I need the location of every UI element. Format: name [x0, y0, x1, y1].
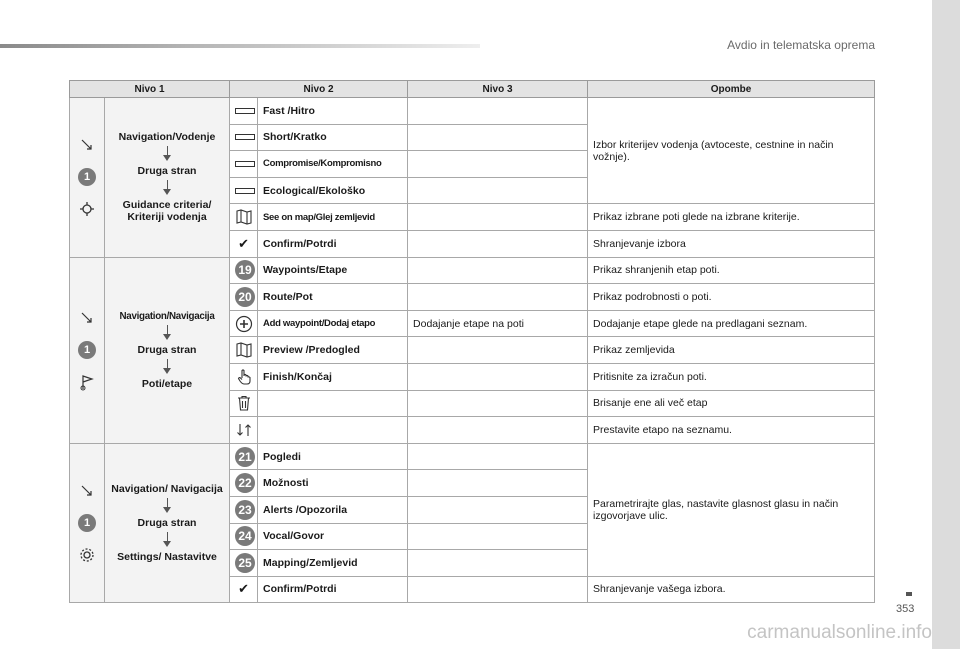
- route-flag-icon: [78, 373, 96, 391]
- level3-cell: [408, 363, 588, 390]
- level3-cell: [408, 337, 588, 364]
- gear-icon: [78, 546, 96, 564]
- note-cell: Prikaz shranjenih etap poti.: [588, 257, 875, 284]
- header-bar: [0, 44, 480, 48]
- option-label: Short/Kratko: [258, 124, 408, 151]
- level3-cell: [408, 496, 588, 523]
- bar-icon: [235, 134, 255, 140]
- option-label: See on map/Glej zemljevid: [258, 204, 408, 231]
- level3-cell: [408, 124, 588, 151]
- note-cell: Parametrirajte glas, nastavite glasnost glasu in način izgovorjave ulic.: [588, 443, 875, 576]
- chapter-title: Avdio in telematska oprema: [727, 38, 875, 52]
- option-label: Route/Pot: [258, 284, 408, 311]
- note-cell: Shranjevanje vašega izbora.: [588, 576, 875, 603]
- column-header: Nivo 3: [408, 81, 588, 98]
- navigation-arrow-icon: [78, 136, 96, 154]
- arrow-down-icon: [163, 368, 171, 374]
- option-icon-cell: [230, 98, 258, 125]
- option-label: Pogledi: [258, 443, 408, 470]
- continue-marker: [906, 592, 912, 596]
- step-badge: 22: [235, 473, 255, 493]
- option-label: Preview /Predogled: [258, 337, 408, 364]
- level3-cell: [408, 523, 588, 550]
- option-label: Finish/Končaj: [258, 363, 408, 390]
- level1-navigation: Navigation/Vodenje Druga stran Guidance criteria/ Kriteriji vodenja: [105, 98, 230, 258]
- bar-icon: [235, 108, 255, 114]
- level1-icons: [70, 257, 105, 443]
- check-icon: ✔: [238, 581, 249, 597]
- step-badge: 23: [235, 500, 255, 520]
- arrow-down-icon: [163, 334, 171, 340]
- table-header-row: [70, 81, 875, 98]
- level3-cell: [408, 443, 588, 470]
- column-header: Opombe: [588, 81, 875, 98]
- step-badge: 19: [235, 260, 255, 280]
- table-row: [70, 257, 875, 284]
- step-number: 1: [78, 168, 96, 186]
- step-badge: 21: [235, 447, 255, 467]
- column-header: Nivo 2: [230, 81, 408, 98]
- level3-cell: [408, 576, 588, 603]
- option-label: [258, 390, 408, 417]
- navigation-arrow-icon: [78, 309, 96, 327]
- level3-cell: [408, 177, 588, 204]
- bar-icon: [235, 188, 255, 194]
- option-label: Add waypoint/Dodaj etapo: [258, 310, 408, 337]
- step-number: 1: [78, 341, 96, 359]
- trash-icon: [235, 394, 253, 412]
- note-cell: Shranjevanje izbora: [588, 230, 875, 257]
- option-label: [258, 417, 408, 444]
- check-icon: ✔: [238, 235, 249, 251]
- table-row: [70, 443, 875, 470]
- note-cell: Pritisnite za izračun poti.: [588, 363, 875, 390]
- note-cell: Brisanje ene ali več etap: [588, 390, 875, 417]
- level3-cell: [408, 257, 588, 284]
- column-header: Nivo 1: [70, 81, 230, 98]
- add-icon: [235, 315, 253, 333]
- option-label: Compromise/Kompromisno: [258, 151, 408, 178]
- note-cell: Izbor kriterijev vodenja (avtoceste, cestnine in način vožnje).: [588, 98, 875, 204]
- navigation-arrow-icon: [78, 482, 96, 500]
- level3-cell: [408, 151, 588, 178]
- option-label: Waypoints/Etape: [258, 257, 408, 284]
- step-badge: 24: [235, 526, 255, 546]
- level3-cell: [408, 390, 588, 417]
- option-label: Confirm/Potrdi: [258, 576, 408, 603]
- level3-cell: [408, 550, 588, 577]
- option-label: Vocal/Govor: [258, 523, 408, 550]
- step-badge: 20: [235, 287, 255, 307]
- note-cell: Prikaz zemljevida: [588, 337, 875, 364]
- level1-icons: [70, 98, 105, 258]
- hand-icon: [235, 368, 253, 386]
- side-margin-bar: [932, 0, 960, 649]
- level3-cell: [408, 204, 588, 231]
- map-icon: [235, 208, 253, 226]
- arrow-down-icon: [163, 507, 171, 513]
- option-label: Ecological/Ekološko: [258, 177, 408, 204]
- level1-navigation: Navigation/ Navigacija Druga stran Settings/ Nastavitve: [105, 443, 230, 603]
- table-row: [70, 98, 875, 125]
- level3-cell: [408, 98, 588, 125]
- option-label: Fast /Hitro: [258, 98, 408, 125]
- note-cell: Prestavite etapo na seznamu.: [588, 417, 875, 444]
- level3-cell: [408, 230, 588, 257]
- option-label: Mapping/Zemljevid: [258, 550, 408, 577]
- reorder-icon: [235, 421, 253, 439]
- step-number: 1: [78, 514, 96, 532]
- bar-icon: [235, 161, 255, 167]
- guidance-settings-icon: [78, 200, 96, 218]
- map-icon: [235, 341, 253, 359]
- option-label: Confirm/Potrdi: [258, 230, 408, 257]
- note-cell: Prikaz podrobnosti o poti.: [588, 284, 875, 311]
- level3-cell: [408, 417, 588, 444]
- level3-cell: [408, 470, 588, 497]
- level1-navigation: Navigation/Navigacija Druga stran Poti/etape: [105, 257, 230, 443]
- note-cell: Dodajanje etape glede na predlagani seznam.: [588, 310, 875, 337]
- watermark: carmanualsonline.info: [747, 622, 932, 643]
- option-label: Alerts /Opozorila: [258, 496, 408, 523]
- arrow-down-icon: [163, 155, 171, 161]
- step-badge: 25: [235, 553, 255, 573]
- arrow-down-icon: [163, 541, 171, 547]
- page-number: 353: [896, 603, 915, 615]
- note-cell: Prikaz izbrane poti glede na izbrane kriterije.: [588, 204, 875, 231]
- arrow-down-icon: [163, 189, 171, 195]
- level3-cell: Dodajanje etape na poti: [408, 310, 588, 337]
- option-label: Možnosti: [258, 470, 408, 497]
- level3-cell: [408, 284, 588, 311]
- menu-table: [69, 80, 875, 603]
- level1-icons: [70, 443, 105, 603]
